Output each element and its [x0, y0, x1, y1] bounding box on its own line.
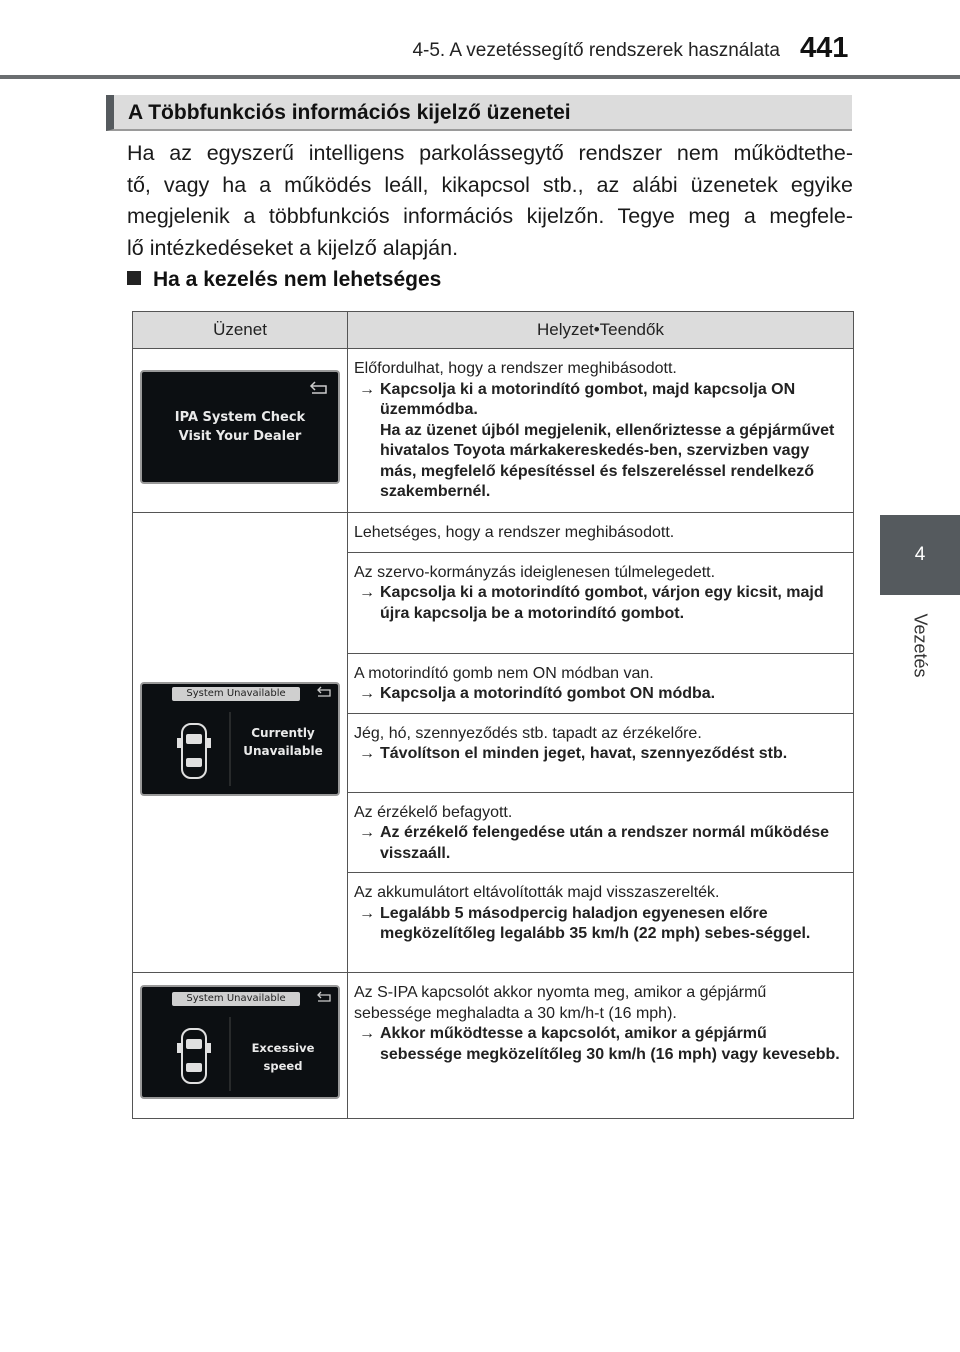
message-image-cell	[133, 513, 348, 973]
display-screen-unavailable	[140, 682, 340, 796]
header-message: Üzenet	[133, 312, 348, 349]
situation-cell	[348, 653, 854, 713]
chapter-number: 4	[914, 544, 926, 565]
action-line	[354, 380, 845, 421]
situation-cell	[348, 792, 854, 873]
action-line	[354, 684, 845, 705]
running-header: 4-5. A vezetéssegítő rendszerek használata	[412, 40, 780, 61]
message-table	[132, 311, 854, 1119]
situation-cell	[348, 973, 854, 1119]
system-banner: System Unavailable	[172, 992, 300, 1006]
action-line	[354, 583, 845, 624]
intro-line: Ha az egyszerű intelligens parkolássegytő rendszer nem működtethe-	[127, 141, 853, 165]
subheading	[127, 268, 441, 292]
table-header-row	[133, 312, 854, 349]
action-text: Legalább 5 másodpercig haladjon egyenesen előre megközelítőleg legalább 35 km/h (22 mph) sebes-séggel.	[380, 904, 811, 942]
chapter-label-box	[880, 600, 960, 690]
situation-text: Az akkumulátort eltávolították majd visszaszerelték.	[354, 884, 720, 901]
situation-text: Lehetséges, hogy a rendszer meghibásodott.	[354, 524, 675, 541]
action-text: Kapcsolja a motorindító gombot ON módba.	[380, 685, 716, 702]
table-row	[133, 513, 854, 553]
situation-text: Előfordulhat, hogy a rendszer meghibásodott.	[354, 360, 677, 377]
arrow-icon: →	[359, 904, 375, 922]
message-image-cell	[133, 973, 348, 1119]
action-text: Akkor működtesse a kapcsolót, amikor a gépjármű sebessége megközelítőleg 30 km/h (16 mph) vagy kevesebb.	[380, 1025, 840, 1063]
screen-line: IPA System Check	[174, 410, 306, 426]
message-image-cell	[133, 349, 348, 513]
situation-cell	[348, 713, 854, 792]
screen-line: Excessive speed	[251, 1041, 315, 1074]
situation-cell	[348, 873, 854, 973]
situation-text: Az érzékelő befagyott.	[354, 803, 513, 821]
page-number: 441	[800, 32, 849, 64]
screen-line: Unavailable	[243, 744, 323, 759]
situation-text: Az szervo-kormányzás ideiglenesen túlmelegedett.	[354, 563, 716, 581]
action-line	[354, 904, 845, 945]
situation-cell	[348, 552, 854, 653]
arrow-icon: →	[359, 685, 375, 702]
display-screen-ipa-check	[140, 370, 340, 484]
table-row	[133, 973, 854, 1119]
arrow-icon: →	[359, 584, 375, 601]
display-screen-excessive-speed	[140, 985, 340, 1099]
situation-cell	[348, 349, 854, 513]
header-situation: Helyzet•Teendők	[348, 312, 854, 349]
chapter-tab	[880, 515, 960, 595]
header-rule	[0, 75, 960, 79]
action-text: Kapcsolja ki a motorindító gombot, várjon egy kicsit, majd újra kapcsolja be a motorindító gombot.	[380, 584, 824, 622]
situation-text: A motorindító gomb nem ON módban van.	[354, 664, 654, 682]
system-banner: System Unavailable	[172, 687, 300, 701]
intro-paragraph	[127, 138, 853, 264]
situation-text: Az S-IPA kapcsolót akkor nyomta meg, amikor a gépjármű sebessége meghaladta a 30 km/h-t (16 mph).	[354, 984, 767, 1022]
subheading-text: Ha a kezelés nem lehetséges	[153, 268, 442, 291]
action-line	[354, 1024, 845, 1065]
action-text: Az érzékelő felengedése után a rendszer normál működése visszaáll.	[380, 824, 830, 862]
arrow-icon: →	[359, 745, 375, 762]
car-top-view-icon	[174, 720, 214, 782]
action-extra-text: Ha az üzenet újból megjelenik, ellenőriztesse a gépjárművet hivatalos Toyota márkakereskedés-ben, szervizben vagy más, megfelelő képesítéssel és felszereléssel rendelkező szakembernél.	[380, 421, 835, 500]
situation-cell	[348, 513, 854, 553]
screen-line: Currently	[251, 726, 315, 741]
situation-text: Jég, hó, szennyeződés stb. tapadt az érzékelőre.	[354, 724, 702, 742]
intro-line: tő, vagy ha a működés leáll, kikapcsol stb., az alábi üzenetek egyike	[127, 172, 853, 197]
section-heading-text: A Többfunkciós információs kijelző üzenetei	[128, 101, 571, 124]
chapter-label: Vezetés	[910, 612, 931, 678]
arrow-icon: →	[359, 824, 375, 841]
car-top-view-icon	[174, 1025, 214, 1087]
intro-line: lő intézkedéseket a kijelző alapján.	[127, 235, 459, 260]
action-text: Kapcsolja ki a motorindító gombot, majd kapcsolja ON üzemmódba.	[380, 380, 796, 418]
action-text: Távolítson el minden jeget, havat, szennyeződést stb.	[380, 745, 788, 762]
intro-line: megjelenik a többfunkciós információs kijelzőn. Tegye meg a megfele-	[127, 204, 853, 228]
arrow-icon: →	[359, 380, 375, 398]
action-line	[354, 823, 845, 864]
arrow-icon: →	[359, 1025, 375, 1042]
section-heading	[106, 95, 852, 131]
square-bullet-icon	[127, 271, 141, 285]
action-line	[354, 744, 845, 765]
screen-line: Visit Your Dealer	[178, 429, 302, 445]
table-row	[133, 349, 854, 513]
